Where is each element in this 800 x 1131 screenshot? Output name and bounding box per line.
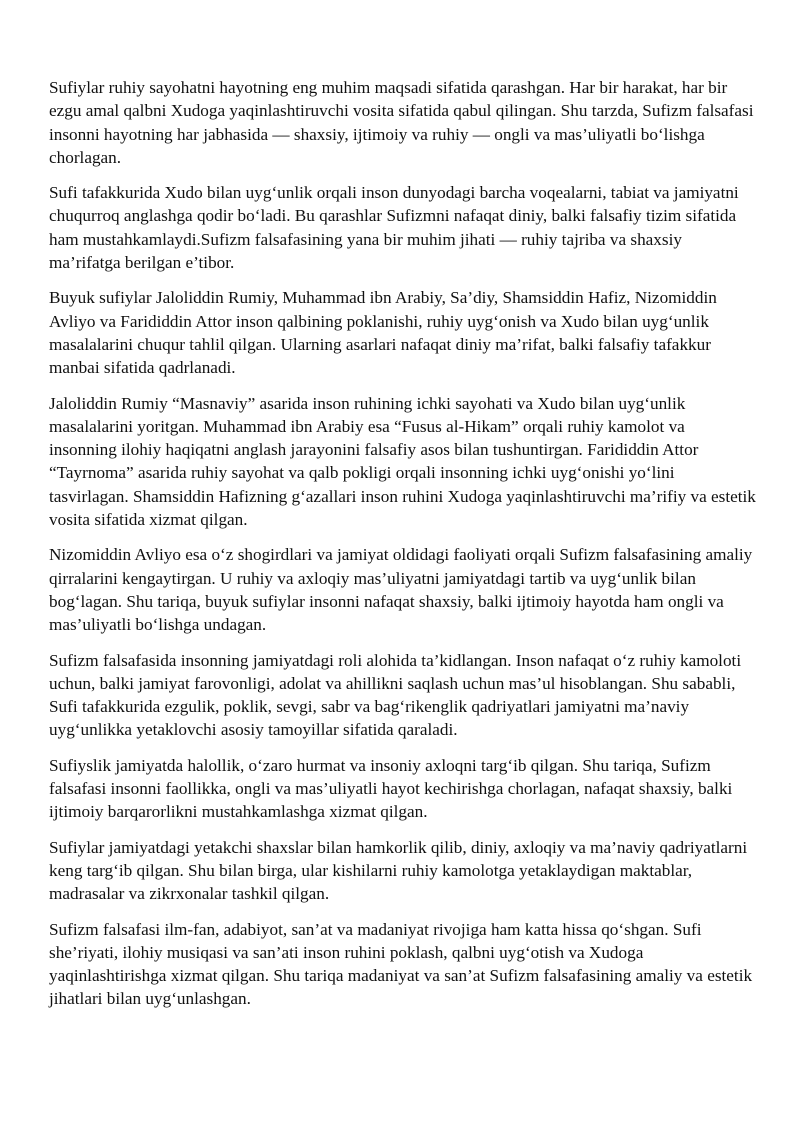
paragraph-6: Sufizm falsafasida insonning jamiyatdagi roli alohida ta’kidlangan. Inson nafaqat o‘z ruhiy kamoloti uchun, balki jamiyat farovonligi, adolat va ahillikni saqlash uchun mas’ul hisoblangan. Shu sababli, Sufi tafakkurida ezgulik, poklik, sevgi, sabr va bag‘rikenglik qadriyatlari jamiyatni ma’naviy uyg‘unlikka yetaklovchi asosiy tamoyillar sifatida qaraladi.: [49, 650, 742, 740]
paragraph-4: Jaloliddin Rumiy “Masnaviy” asarida inson ruhining ichki sayohati va Xudo bilan uyg‘unlik masalalarini yoritgan. Muhammad ibn Arabiy esa “Fusus al-Hikam” orqali ruhiy kamolot va insonning ilohiy haqiqatni anglash jarayonini falsafiy asos bilan tushuntirgan. Farididdin Attor “Tayrnoma” asarida ruhiy sayohat va qalb pokligi orqali insonning ichki uyg‘onishi yo‘lini tasvirlagan. Shamsiddin Hafizning g‘azallari inson ruhini Xudoga yaqinlashtiruvchi ma’rifiy va estetik vosita sifatida xizmat qilgan.: [49, 393, 756, 530]
paragraph-2: Sufi tafakkurida Xudo bilan uyg‘unlik orqali inson dunyodagi barcha voqealarni, tabiat va jamiyatni chuqurroq anglashga qodir bo‘ladi. Bu qarashlar Sufizmni nafaqat diniy, balki falsafiy tizim sifatida ham mustahkamlaydi.Sufizm falsafasining yana bir muhim jihati — ruhiy tajriba va shaxsiy ma’rifatga berilgan e’tibor.: [49, 183, 739, 273]
paragraph-5: Nizomiddin Avliyo esa o‘z shogirdlari va jamiyat oldidagi faoliyati orqali Sufizm falsafasining amaliy qirralarini kengaytirgan. U ruhiy va axloqiy mas’uliyatni jamiyatdagi tartib va uyg‘unlik bilan bog‘lagan. Shu tariqa, buyuk sufiylar insonni nafaqat shaxsiy, balki ijtimoiy hayotda ham ongli va mas’uliyatli bo‘lishga undagan.: [49, 545, 753, 635]
paragraph-1: Sufiylar ruhiy sayohatni hayotning eng muhim maqsadi sifatida qarashgan. Har bir harakat, har bir ezgu amal qalbni Xudoga yaqinlashtiruvchi vosita sifatida qabul qilingan. Shu tarzda, Sufizm falsafasi insonni hayotning har jabhasida — shaxsiy, ijtimoiy va ruhiy — ongli va mas’uliyatli bo‘lishga chorlagan.: [49, 78, 754, 167]
paragraph-8: Sufiylar jamiyatdagi yetakchi shaxslar bilan hamkorlik qilib, diniy, axloqiy va ma’naviy qadriyatlarni keng targ‘ib qilgan. Shu bilan birga, ular kishilarni ruhiy kamolotga yetaklaydigan maktablar, madrasalar va zikrxonalar tashkil qilgan.: [49, 837, 748, 904]
paragraph-9: Sufizm falsafasi ilm-fan, adabiyot, san’at va madaniyat rivojiga ham katta hissa qo‘shgan. Sufi she’riyati, ilohiy musiqasi va san’ati inson ruhini poklash, qalbni uyg‘otish va Xudoga yaqinlashtirishga xizmat qilgan. Shu tariqa madaniyat va san’at Sufizm falsafasining amaliy va estetik jihatlari bilan uyg‘unlashgan.: [49, 919, 753, 1009]
document-body: [49, 76, 756, 1023]
paragraph-7: Sufiyslik jamiyatda halollik, o‘zaro hurmat va insoniy axloqni targ‘ib qilgan. Shu tariqa, Sufizm falsafasi insonni faollikka, ongli va mas’uliyatli hayot kechirishga chorlagan, nafaqat shaxsiy, balki ijtimoiy barqarorlikni mustahkamlashga xizmat qilgan.: [49, 755, 733, 822]
paragraph-3: Buyuk sufiylar Jaloliddin Rumiy, Muhammad ibn Arabiy, Sa’diy, Shamsiddin Hafiz, Nizomiddin Avliyo va Farididdin Attor inson qalbining poklanishi, ruhiy uyg‘onish va Xudo bilan uyg‘unlik masalalarini chuqur tahlil qilgan. Ularning asarlari nafaqat diniy ma’rifat, balki falsafiy tafakkur manbai sifatida qadrlanadi.: [49, 288, 717, 378]
